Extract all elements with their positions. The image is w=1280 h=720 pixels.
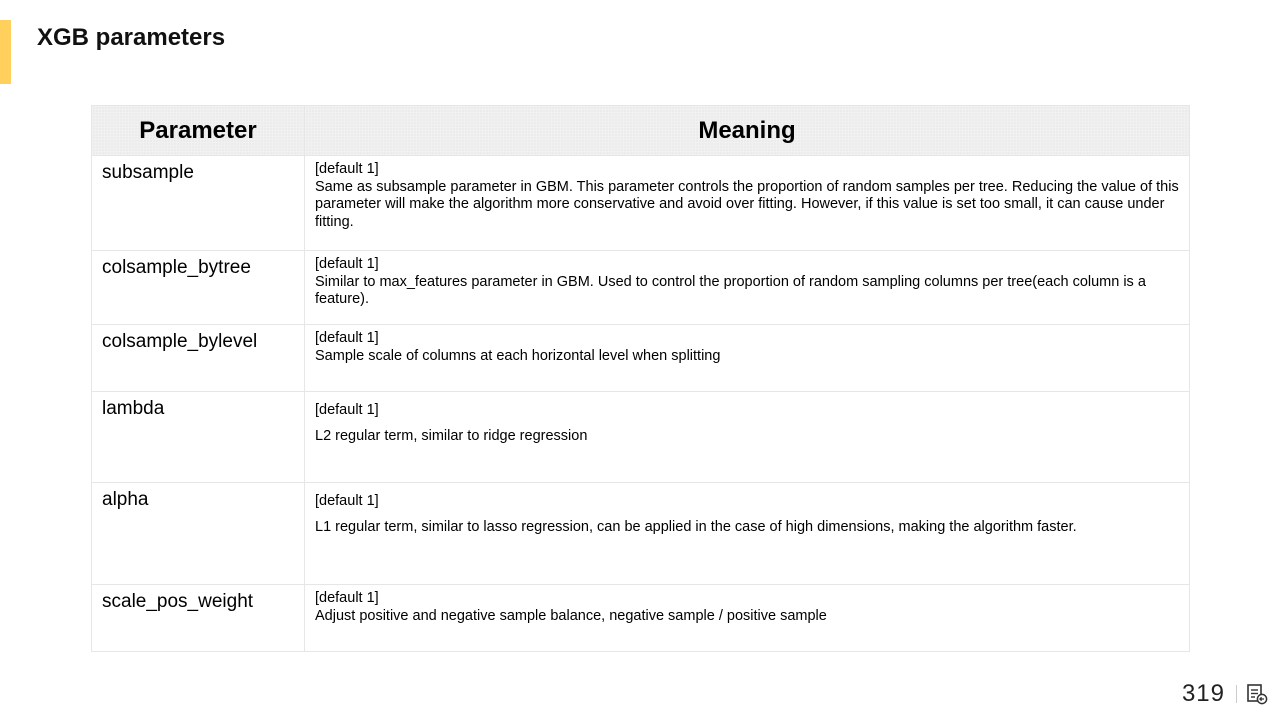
default-value: [default 1] <box>315 402 379 418</box>
parameter-meaning <box>305 156 1190 251</box>
parameters-table <box>91 105 1190 652</box>
default-value: [default 1] <box>315 330 379 346</box>
table-row <box>92 251 1190 325</box>
table-row <box>92 156 1190 251</box>
table-row <box>92 392 1190 483</box>
parameter-meaning <box>305 392 1190 483</box>
slide-footer <box>1182 680 1268 708</box>
parameter-meaning <box>305 585 1190 652</box>
parameter-description: L1 regular term, similar to lasso regression, can be applied in the case of high dimensions, making the algorithm faster. <box>315 518 1077 535</box>
parameter-name: alpha <box>92 483 305 585</box>
parameter-meaning <box>305 251 1190 325</box>
parameter-meaning <box>305 325 1190 392</box>
default-value: [default 1] <box>315 493 379 509</box>
default-value: [default 1] <box>315 161 379 177</box>
parameter-name: subsample <box>92 156 305 251</box>
title-accent-bar <box>0 20 11 84</box>
parameter-name: scale_pos_weight <box>92 585 305 652</box>
parameter-name: colsample_bylevel <box>92 325 305 392</box>
table-row <box>92 585 1190 652</box>
footer-divider <box>1236 685 1237 703</box>
parameter-name: lambda <box>92 392 305 483</box>
parameter-description: Same as subsample parameter in GBM. This parameter controls the proportion of random samples per tree. Reducing the value of this parameter will make the algorithm more conservative and avoid over fitting. However, if this value is set too small, it can cause under fitting. <box>315 178 1179 230</box>
header-parameter: Parameter <box>92 106 305 156</box>
table-row <box>92 325 1190 392</box>
table-row <box>92 483 1190 585</box>
page-number: 319 <box>1181 680 1225 707</box>
parameter-name: colsample_bytree <box>92 251 305 325</box>
parameter-meaning <box>305 483 1190 585</box>
default-value: [default 1] <box>315 590 379 606</box>
parameter-description: Adjust positive and negative sample balance, negative sample / positive sample <box>315 607 827 624</box>
slide-title: XGB parameters <box>37 24 226 51</box>
parameter-description: Similar to max_features parameter in GBM. Used to control the proportion of random sampling columns per tree(each column is a feature). <box>315 273 1146 307</box>
parameter-description: L2 regular term, similar to ridge regression <box>315 427 588 444</box>
header-meaning: Meaning <box>305 106 1190 156</box>
parameter-description: Sample scale of columns at each horizontal level when splitting <box>315 347 721 364</box>
document-icon <box>1246 683 1268 705</box>
table-header-row <box>92 106 1190 156</box>
default-value: [default 1] <box>315 256 379 272</box>
